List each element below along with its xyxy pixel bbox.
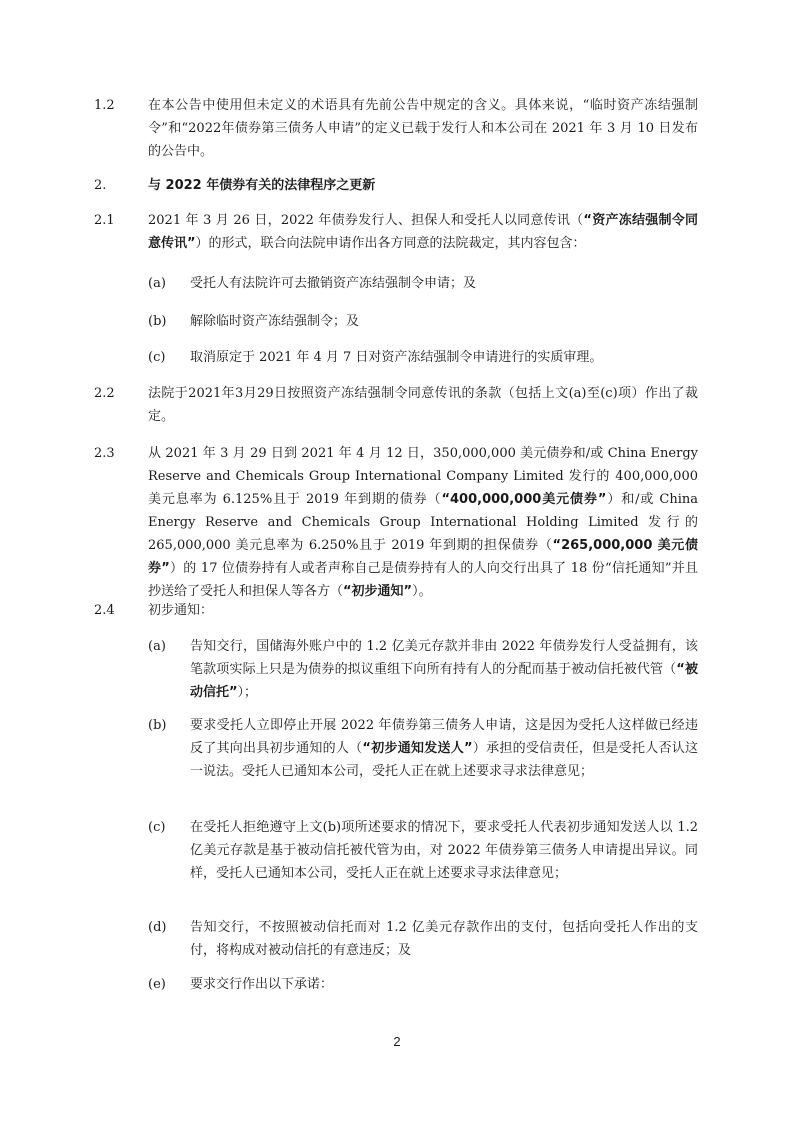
defined-term: “265,000,000 美元债券”: [148, 538, 698, 576]
page-number: 2: [393, 1034, 401, 1049]
item-text: 在受托人拒绝遵守上文(b)项所述要求的情况下，要求受托人代表初步通知发送人以 1.2 亿美元存款是基于被动信托被代管为由，对 2022 年债券第三债务人申请提出异议。同样，受托人已通知本公司，受托人正在就上述要求寻求法律意见；: [190, 820, 698, 881]
paragraph-2-4: [94, 599, 698, 622]
paragraph-2-1: [94, 209, 698, 257]
item-text: [190, 635, 698, 704]
paragraph-number: 2.4: [94, 603, 115, 618]
list-item: [148, 635, 698, 705]
item-text: 要求交行作出以下承诺：: [190, 977, 334, 992]
paragraph-text: 在本公告中使用但未定义的术语具有先前公告中规定的含义。具体来说，“临时资产冻结强制令”和“2022年债券第三债务人申请”的定义已载于发行人和本公司在 2021 年 3 月 10 日发布的公告中。: [148, 98, 698, 159]
item-label: (c): [148, 820, 166, 835]
text-part: ）和/或 China Energy Reserve and Chemicals Group International Holding Limited 发行的 265,000,000 美元息率为 6.250%且于 2019 年到期的担保债券（: [148, 492, 698, 553]
text-part: 告知交行，国储海外账户中的 1.2 亿美元存款并非由 2022 年债券发行人受益拥有，该笔款项实际上只是为债券的拟议重组下向所有持有人的分配而基于被动信托被代管（: [190, 639, 698, 677]
list-item: [148, 310, 698, 333]
text-part: ）；: [237, 685, 258, 700]
item-label: (b): [148, 314, 167, 329]
paragraph-2-2: [94, 382, 698, 430]
paragraph-2-3: [94, 442, 698, 599]
item-text: 受托人有法院许可去撤销资产冻结强制令申请；及: [190, 276, 477, 291]
item-label: (c): [148, 350, 166, 365]
list-item: [148, 973, 698, 996]
section-title: 与 2022 年债券有关的法律程序之更新: [148, 178, 376, 193]
section-number: 2.: [94, 178, 107, 193]
section-2-heading: [94, 174, 698, 197]
paragraph-text: [148, 442, 698, 603]
paragraph-number: 2.1: [94, 213, 115, 228]
paragraph-number: 2.3: [94, 446, 115, 461]
list-item: [148, 714, 698, 807]
paragraph-number: 1.2: [94, 98, 115, 113]
item-label: (d): [148, 920, 167, 935]
text-part: ）承担的受信责任，但是受托人否认这一说法。受托人已通知本公司，受托人正在就上述要求寻求法律意见；: [190, 741, 698, 779]
paragraph-text: [148, 209, 698, 255]
item-label: (b): [148, 718, 167, 733]
text-part: 2021 年 3 月 26 日，2022 年债券发行人、担保人和受托人以同意传讯（: [148, 213, 584, 228]
list-item: [148, 272, 698, 295]
text-part: ）的 17 位债券持有人或者声称自己是债券持有人的人向交行出具了 18 份“信托通知”并且抄送给了受托人和担保人等各方（: [148, 561, 698, 599]
paragraph-text: 初步通知：: [148, 603, 214, 618]
defined-term: “初步通知发送人”: [362, 741, 473, 756]
text-part: ）的形式，联合向法院申请作出各方同意的法院裁定，其内容包含：: [195, 236, 586, 251]
paragraph-1-2: [94, 94, 698, 164]
list-item: [148, 816, 698, 886]
text-part: 从 2021 年 3 月 29 日到 2021 年 4 月 12 日，350,000,000 美元债券和/或 China Energy Reserve and Chemicals Group International Company Limited 发行的 400,000,000 美元息率为 6.125%且于 2019 年到期的债券（: [148, 446, 698, 507]
item-text: 取消原定于 2021 年 4 月 7 日对资产冻结强制令申请进行的实质审理。: [190, 350, 603, 365]
list-item: [148, 346, 698, 369]
item-label: (a): [148, 276, 166, 291]
list-item: [148, 916, 698, 962]
text-part: 要求受托人立即停止开展 2022 年债券第三债务人申请，这是因为受托人这样做已经违反了其向出具初步通知的人（: [190, 718, 698, 756]
item-text: [190, 714, 698, 783]
item-label: (a): [148, 639, 166, 654]
text-part: ）。: [412, 584, 432, 599]
defined-term: “被动信托”: [190, 662, 698, 700]
defined-term: “400,000,000美元债券”: [441, 492, 607, 507]
paragraph-number: 2.2: [94, 386, 115, 401]
defined-term: “初步通知”: [343, 584, 413, 599]
defined-term: “资产冻结强制令同意传讯”: [148, 213, 699, 251]
paragraph-text: 法院于2021年3月29日按照资产冻结强制令同意传讯的条款（包括上文(a)至(c)项）作出了裁定。: [148, 386, 698, 424]
item-text: 解除临时资产冻结强制令；及: [190, 314, 360, 329]
item-label: (e): [148, 977, 166, 992]
item-text: 告知交行，不按照被动信托而对 1.2 亿美元存款作出的支付，包括向受托人作出的支付，将构成对被动信托的有意违反；及: [190, 920, 698, 958]
